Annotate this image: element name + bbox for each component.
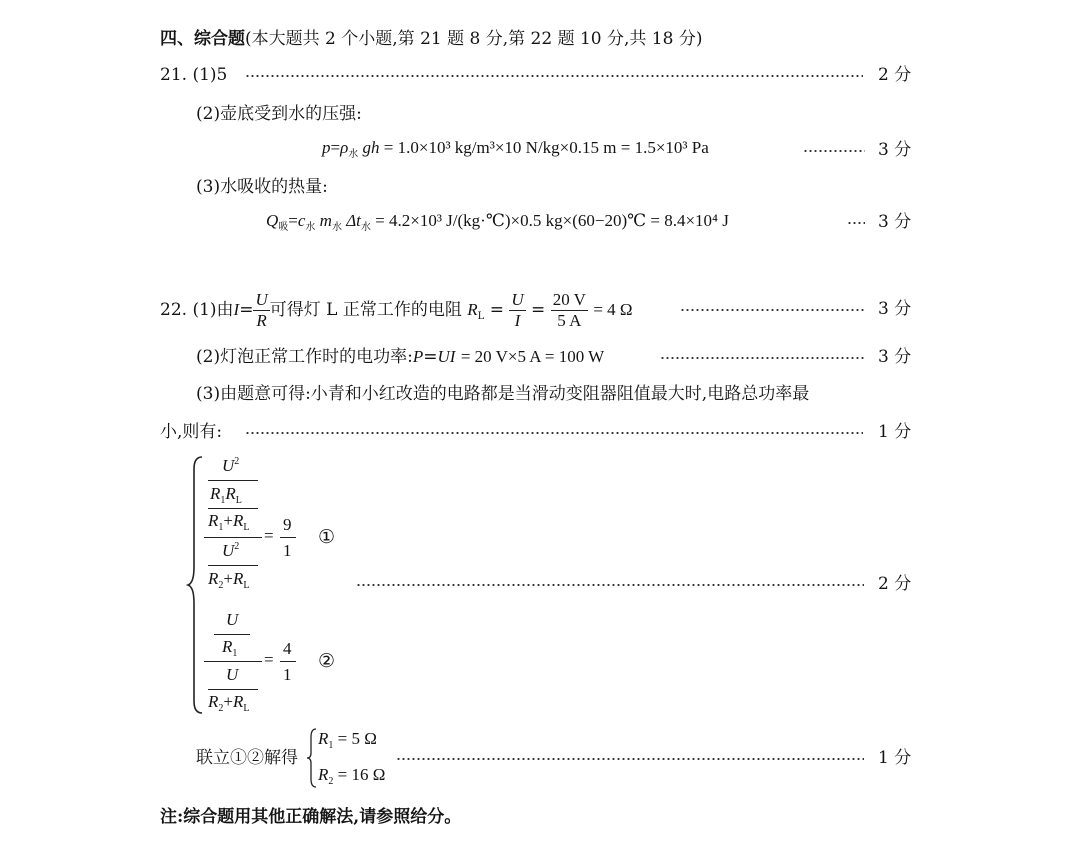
q21-score1: 2 分	[878, 65, 912, 85]
r2-result: $R_2 = 16$ Ω	[318, 765, 386, 787]
eq1-rhs-den: 1	[283, 541, 292, 560]
q22-score3: 1 分	[878, 422, 912, 442]
q21-part2: (2)壶底受到水的压强:	[196, 104, 362, 124]
q21-part1-answer: (1)5	[192, 65, 228, 85]
main-fraction-bar	[204, 661, 262, 662]
equals-sign: =	[264, 526, 274, 545]
eq1-numerator-bottom: $R_1+R_L$	[208, 511, 250, 533]
fraction-bar	[280, 661, 296, 662]
fraction-bar	[208, 508, 258, 509]
q22-score4: 2 分	[878, 574, 912, 594]
leader-dots	[245, 75, 863, 77]
leader-dots	[803, 150, 865, 152]
q22-score1: 3 分	[878, 299, 912, 319]
leader-dots	[847, 222, 865, 224]
leader-dots	[245, 432, 863, 434]
eq2-numerator-top: U	[226, 610, 239, 629]
q22-part1-prefix: (1)由	[192, 300, 234, 320]
q22-part3-line1: (3)由题意可得:小青和小红改造的电路都是当滑动变阻器阻值最大时,电路总功率最	[196, 384, 810, 404]
q22-fraction-denominator: 5 A	[557, 311, 582, 330]
q21-formula3-text: = 4.2×10³ J/(kg·℃)×0.5 kg×(60−20)℃ = 8.4×10⁴ J	[375, 211, 729, 230]
eq1-rhs-num: 9	[283, 515, 292, 534]
section-note: (本大题共 2 个小题,第 21 题 8 分,第 22 题 10 分,共 18 分)	[245, 29, 703, 49]
eq2-rhs-den: 1	[283, 665, 292, 684]
equals-sign: =	[264, 650, 274, 669]
q21-formula3: $Q_吸=c_水$ $m_水$ $\Delta t_水 = 4.2\times 10^3$ J/(kg·℃)×0.5 kg×(60−20)℃ = 8.4×10⁴ J	[266, 211, 729, 233]
q22-part1: 22. (1)由I= $\frac{U}{R}$ 可得灯 L 正常工作的电阻 $R_L$ = $\frac{U}{I}$ = $\frac{20 V}{5 A}$ = 4 Ω	[160, 290, 633, 330]
leader-dots	[356, 584, 864, 586]
r1-result: $R_1 = 5$ Ω	[318, 729, 377, 751]
eq1-numerator-top: $U^2$	[222, 456, 240, 475]
q22-fraction-numerator: 20 V	[552, 290, 586, 309]
fraction-bar	[208, 480, 258, 481]
leader-dots	[396, 758, 864, 760]
footer-note: 注:综合题用其他正确解法,请参照给分。	[160, 807, 462, 827]
q22-label: 22.	[160, 300, 188, 320]
r2-value: = 16 Ω	[337, 765, 386, 784]
section-heading-row	[160, 28, 702, 50]
q22-part2: (2)灯泡正常工作时的电功率:P=UI = 20 V×5 A = 100 W	[196, 347, 605, 367]
eq2-numerator-bottom: $R_1$	[222, 637, 238, 659]
q22-part2-text: (2)灯泡正常工作时的电功率:	[196, 347, 413, 367]
q21-score2: 3 分	[878, 140, 912, 160]
solve-label: 联立①②解得	[196, 748, 298, 768]
q22-score2: 3 分	[878, 347, 912, 367]
q21-score3: 3 分	[878, 212, 912, 232]
q21-formula2: $p=\rho_水$ gh = 1.0×10³ kg/m³×10 N/kg×0.15 m = 1.5×10³ Pa	[322, 138, 709, 160]
q22-part1-text: 可得灯 L 正常工作的电阻	[269, 300, 462, 320]
q22-part2-formula: = 20 V×5 A = 100 W	[460, 347, 605, 366]
fraction-bar	[280, 537, 296, 538]
section-heading: 四、综合题	[160, 29, 245, 49]
leader-dots	[680, 309, 865, 311]
eq1-marker: ①	[318, 527, 336, 548]
eq1-numerator-mid: $R_1R_L$	[210, 484, 242, 506]
q21-formula2-text: = 1.0×10³ kg/m³×10 N/kg×0.15 m = 1.5×10³ Pa	[383, 138, 709, 157]
leader-dots	[660, 357, 865, 359]
eq2-rhs-num: 4	[283, 639, 292, 658]
main-fraction-bar	[204, 537, 262, 538]
left-brace	[186, 455, 206, 715]
eq2-denominator-bottom: $R_2+R_L$	[208, 692, 250, 714]
eq2-denominator-top: U	[226, 665, 239, 684]
fraction-bar	[208, 689, 258, 690]
q22-score5: 1 分	[878, 748, 912, 768]
q22-part3-line2: 小,则有:	[160, 422, 223, 442]
fraction-bar	[214, 634, 250, 635]
eq1-denominator-bottom: $R_2+R_L$	[208, 569, 250, 591]
small-brace	[306, 727, 318, 789]
q22-part1-result: = 4 Ω	[593, 300, 633, 319]
q21-label: 21.	[160, 65, 188, 85]
r1-value: = 5 Ω	[337, 729, 377, 748]
eq2-marker: ②	[318, 651, 336, 672]
q21-part3: (3)水吸收的热量:	[196, 177, 328, 197]
eq1-denominator-top: $U^2$	[222, 541, 240, 560]
q21-part1	[160, 64, 227, 86]
fraction-bar	[208, 565, 258, 566]
